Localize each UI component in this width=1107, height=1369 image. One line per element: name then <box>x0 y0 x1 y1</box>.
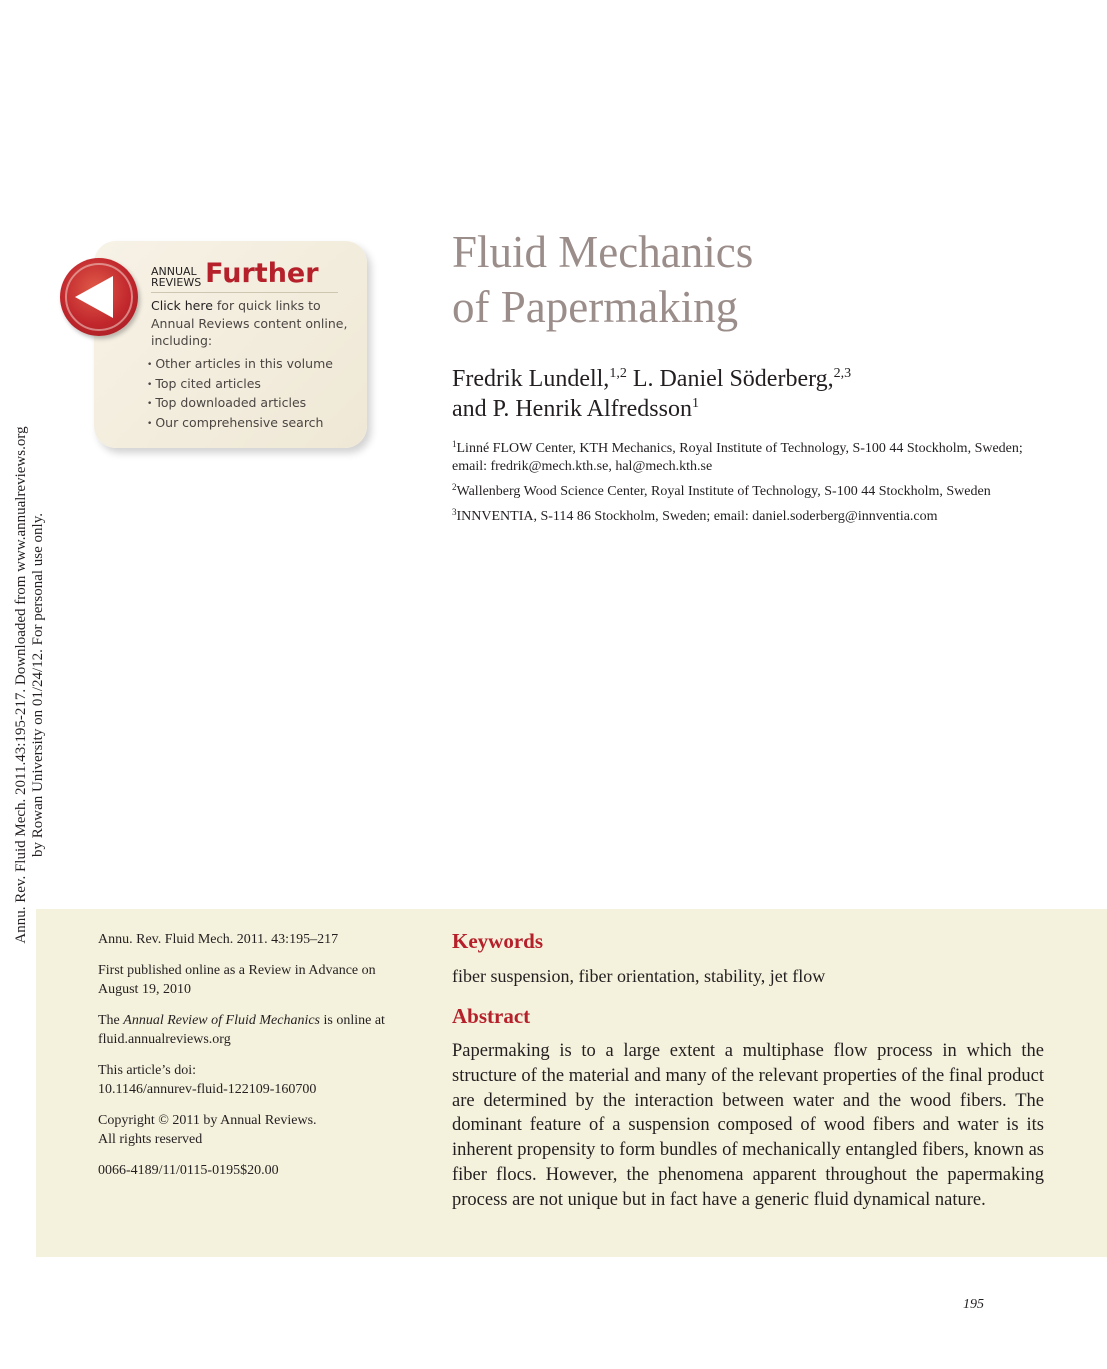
affiliation-item: $^3$INNVENTIA, S-114 86 Stockholm, Sweden; email: daniel.soderberg@innventia.com <box>452 507 938 524</box>
article-title-line2: of Papermaking <box>452 282 739 332</box>
download-notice-line1: Annu. Rev. Fluid Mech. 2011.43:195-217. Downloaded from www.annualreviews.org <box>13 426 29 944</box>
further-description <box>151 297 351 350</box>
further-link-search[interactable]: • Our comprehensive search <box>147 414 333 434</box>
author-lundell: Fredrik Lundell, <box>452 366 610 392</box>
affiliation-item: $^1$Linné FLOW Center, KTH Mechanics, Royal Institute of Technology, S-100 44 Stockholm, Sweden; email: fredrik@mech.kth.se, hal@mech.kth.se <box>452 439 1023 474</box>
author-list <box>452 364 851 424</box>
further-description-rest: for quick links to Annual Reviews content online, including: <box>151 298 348 348</box>
keywords-text: fiber suspension, fiber orientation, stability, jet flow <box>452 966 826 986</box>
copyright: Copyright © 2011 by Annual Reviews. All rights reserved <box>98 1113 317 1147</box>
annual-reviews-wordmark: ANNUAL REVIEWS <box>151 265 202 289</box>
author-alfredsson: and P. Henrik Alfredsson <box>452 396 692 422</box>
keywords-heading: Keywords <box>452 929 543 953</box>
author-alfredsson-affil: 1 <box>691 396 699 411</box>
affiliation-item: $^2$Wallenberg Wood Science Center, Royal Institute of Technology, S-100 44 Stockholm, Sweden <box>452 482 991 499</box>
further-heading <box>151 260 319 288</box>
page-number: 195 <box>963 1297 984 1312</box>
further-divider <box>151 292 338 293</box>
doi-value: 10.1146/annurev-fluid-122109-160700 <box>98 1082 317 1097</box>
author-soderberg-affil: 2,3 <box>833 366 852 381</box>
download-notice-line2: by Rowan University on 01/24/12. For personal use only. <box>30 513 46 857</box>
further-link-top-cited[interactable]: • Top cited articles <box>147 375 333 395</box>
citation: Annu. Rev. Fluid Mech. 2011. 43:195–217 <box>98 932 339 947</box>
further-link-top-downloaded[interactable]: • Top downloaded articles <box>147 394 333 414</box>
author-lundell-affil: 1,2 <box>609 366 627 381</box>
abstract-text: Papermaking is to a large extent a multiphase flow process in which the structure of the material and many of the relevant properties of the final product are determined by the interaction between water and the wood fibers. The dominant feature of a suspension composed of wood fibers and water is its inherent propensity to form bundles of mechanically entangled fibers, known as fiber flocs. However, the phenomena apparent throughout the papermaking process are not unique but in fact have a generic fluid dynamical nature. <box>452 1041 1044 1210</box>
click-here-link[interactable]: Click here <box>151 298 213 313</box>
further-links-box[interactable] <box>60 238 390 458</box>
further-link-other-articles[interactable]: • Other articles in this volume <box>147 355 333 375</box>
left-arrow-icon[interactable] <box>60 258 138 336</box>
article-title <box>452 225 753 335</box>
affiliations <box>452 440 1052 533</box>
article-title-line1: Fluid Mechanics <box>452 227 754 277</box>
author-soderberg: L. Daniel Söderberg, <box>626 366 834 392</box>
publication-metadata <box>98 930 418 1192</box>
journal-name: Annual Review of Fluid Mechanics <box>123 1013 320 1028</box>
further-link-list <box>147 355 333 433</box>
online-info: The Annual Review of Fluid Mechanics is online at fluid.annualreviews.org <box>98 1013 385 1047</box>
abstract-heading: Abstract <box>452 1004 531 1028</box>
first-published: First published online as a Review in Advance on August 19, 2010 <box>98 963 376 997</box>
further-title: Further <box>205 258 319 289</box>
issn: 0066-4189/11/0115-0195$20.00 <box>98 1163 279 1178</box>
doi-info: This article’s doi: 10.1146/annurev-fluid-122109-160700 <box>98 1063 317 1097</box>
